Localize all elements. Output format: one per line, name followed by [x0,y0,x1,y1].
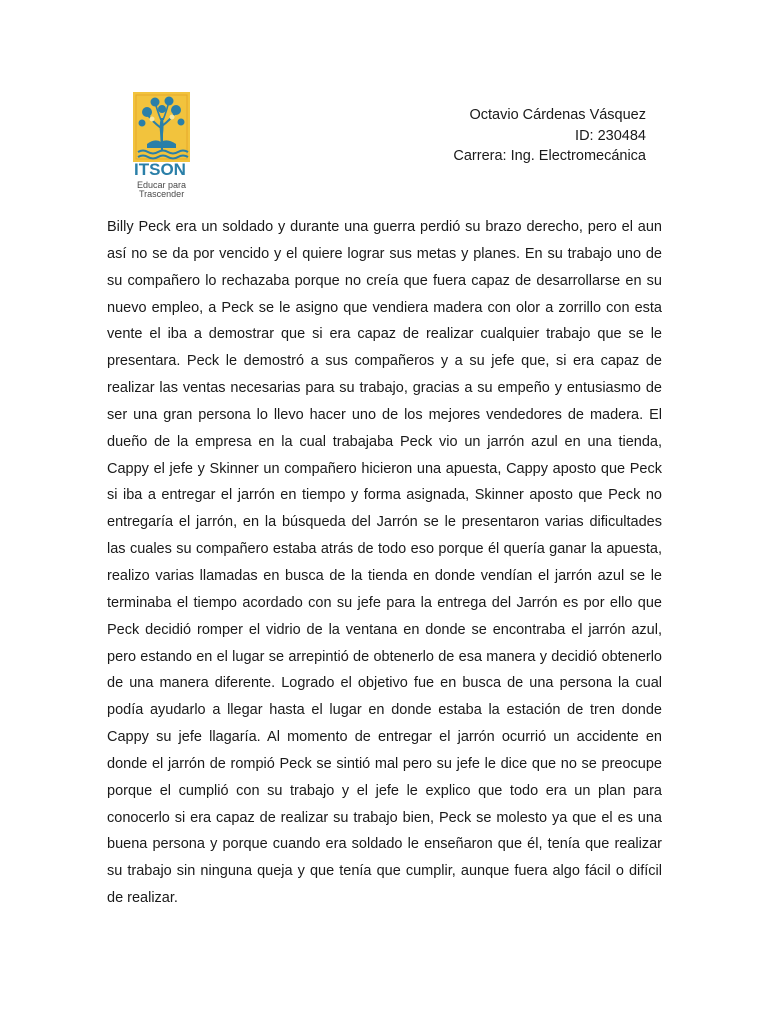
logo-slogan-line1: Educar para [137,180,187,190]
itson-logo [133,92,197,204]
career: Carrera: Ing. Electromecánica [453,148,646,164]
student-id: ID: 230484 [575,127,646,144]
logo-slogan [137,181,186,199]
author-header [453,105,646,167]
logo-name: ITSON [134,160,186,179]
body-paragraph: Billy Peck era un soldado y durante una guerra perdió su brazo derecho, pero el aun así no se da por vencido y el quiere lograr sus metas y planes. En su trabajo uno de su compañero lo rechazaba porque no creía que fuera capaz de desarrollarse en su nuevo empleo, a Peck se le asigno que vendiera madera con olor a zorrillo con esta vente el iba a demostrar que si era capaz de realizar cualquier trabajo que se le presentara. Peck le demostró a sus compañeros y a su jefe que, si era capaz de realizar las ventas necesarias para su trabajo, gracias a su empeño y entusiasmo de ser una gran persona lo llevo hacer uno de los mejores vendedores de madera. El dueño de la empresa en la cual trabajaba Peck vio un jarrón azul en una tienda, Cappy el jefe y Skinner un compañero hicieron una apuesta, Cappy aposto que Peck si iba a entregar el jarrón en tiempo y forma asignada, Skinner aposto que Peck no entregaría el jarrón, en la búsqueda del Jarrón se le presentaron varias dificultades las cuales su compañero estaba atrás de todo eso porque él quería ganar la apuesta, realizo varias llamadas en busca de la tienda en donde vendían el jarrón azul se le terminaba el tiempo acordado con su jefe para la entrega del Jarrón es por ello que Peck decidió romper el vidrio de la ventana en donde se encontraba el jarrón azul, pero estando en el lugar se arrepintió de obtenerlo de esa manera y decidió obtenerlo de una manera diferente. Logrado el objetivo fue en busca de una persona la cual podía ayudarlo a llegar hasta el lugar en donde estaba la estación de tren donde Cappy su jefe llagaría. Al momento de entregar el jarrón ocurrió un accidente en donde el jarrón de rompió Peck se sintió mal pero su jefe le dice que no se preocupe porque el cumplió con su trabajo y el jefe le explico que todo era un plan para conocerlo si era capaz de realizar su trabajo bien, Peck se molesto ya que el es una buena persona y porque cuando era soldado le enseñaron que él, tenía que realizar su trabajo sin ninguna queja y que tenía que cumplir, aunque fuera algo fácil o difícil de realizar. [107,219,662,907]
author-name: Octavio Cárdenas Vásquez [469,107,646,123]
itson-emblem-icon [133,92,190,162]
logo-slogan-line2: Trascender [139,189,185,199]
